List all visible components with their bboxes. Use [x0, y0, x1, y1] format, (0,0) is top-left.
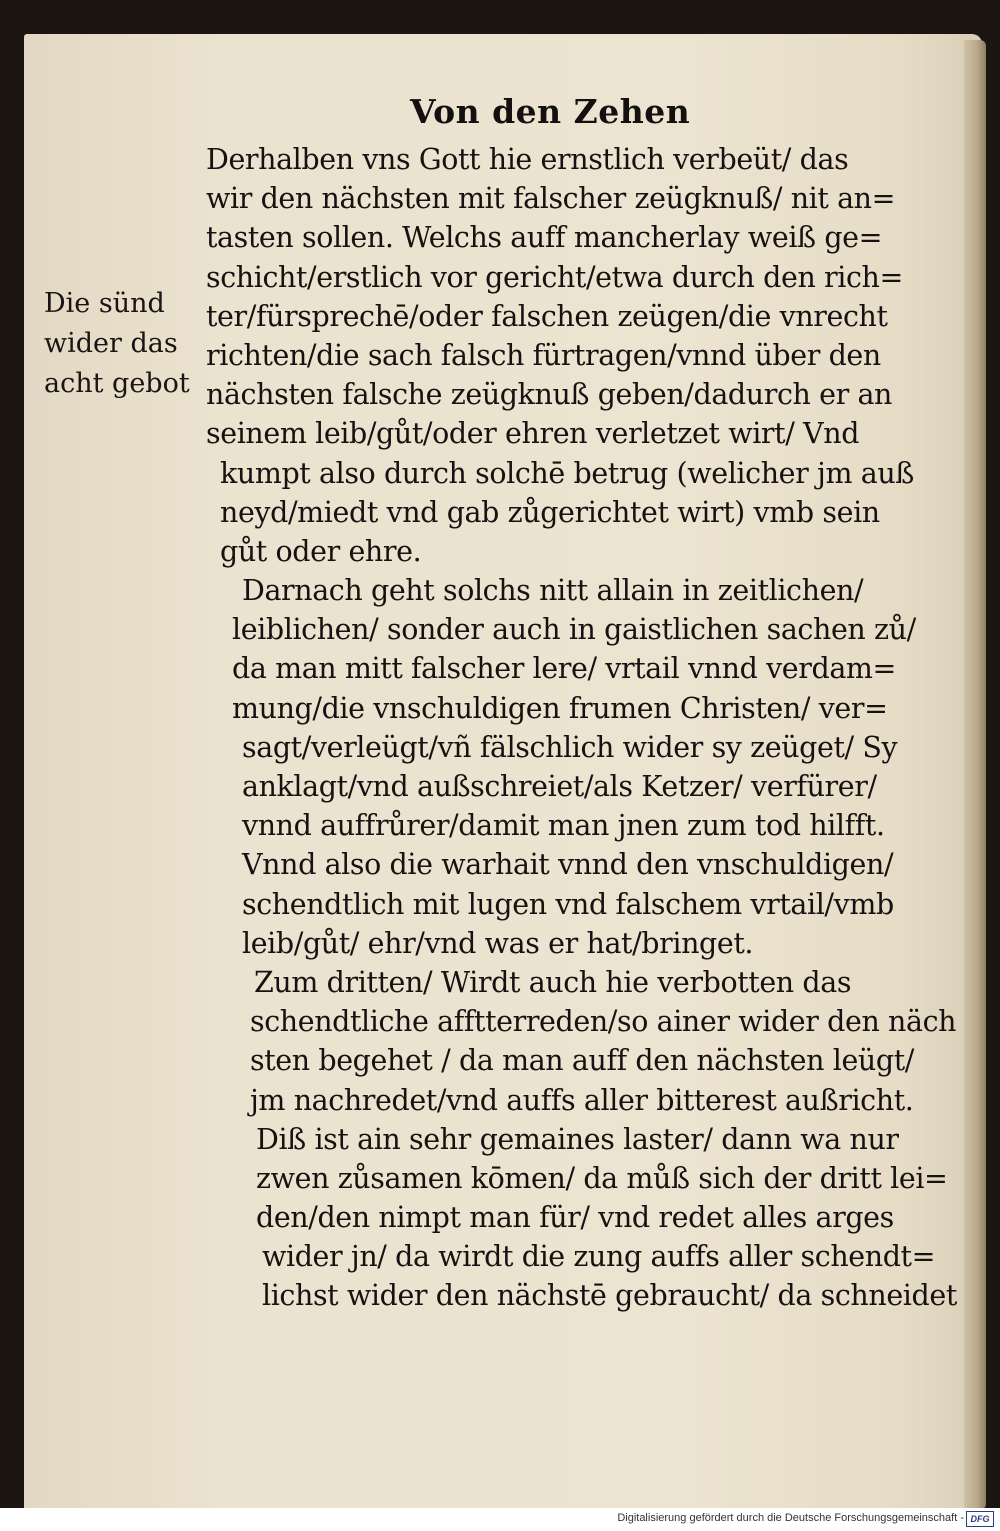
- text-line: gůt oder ehre.: [220, 534, 422, 568]
- text-line: leib/gůt/ ehr/vnd was er hat/bringet.: [242, 926, 754, 960]
- text-line: vnnd auffrůrer/damit man jnen zum tod hilfft.: [242, 809, 885, 843]
- text-line: Diß ist ain sehr gemaines laster/ dann wa nur: [256, 1122, 899, 1156]
- text-line: leiblichen/ sonder auch in gaistlichen sachen zů/: [232, 613, 916, 647]
- text-line: lichst wider den nächstē gebraucht/ da schneidet: [262, 1279, 957, 1313]
- text-line: schendtlich mit lugen vnd falschem vrtail/vmb: [242, 887, 894, 921]
- text-line: nächsten falsche zeügknuß geben/dadurch er an: [206, 378, 893, 412]
- text-line: sagt/verleügt/vñ fälschlich wider sy zeüget/ Sy: [242, 730, 898, 764]
- text-line: den/den nimpt man für/ vnd redet alles arges: [256, 1201, 894, 1235]
- margin-note-line: wider das: [44, 328, 178, 359]
- funding-credit: Digitalisierung gefördert durch die Deutsche Forschungsgemeinschaft -: [617, 1512, 964, 1524]
- margin-note-line: acht gebot: [44, 368, 190, 399]
- text-line: Darnach geht solchs nitt allain in zeitlichen/: [242, 574, 864, 608]
- running-header: Von den Zehen: [410, 92, 691, 131]
- text-line: kumpt also durch solchē betrug (welicher jm auß: [220, 456, 914, 490]
- text-line: jm nachredet/vnd auffs aller bitterest außricht.: [250, 1083, 914, 1117]
- text-line: wir den nächsten mit falscher zeügknuß/ nit an=: [206, 182, 896, 216]
- text-line: tasten sollen. Welchs auff mancherlay weiß ge=: [206, 221, 883, 255]
- text-line: seinem leib/gůt/oder ehren verletzet wirt/ Vnd: [206, 417, 860, 451]
- text-line: zwen zůsamen kōmen/ da můß sich der dritt lei=: [256, 1161, 948, 1195]
- text-line: Zum dritten/ Wirdt auch hie verbotten das: [254, 965, 852, 999]
- text-line: sten begehet / da man auff den nächsten leügt/: [250, 1044, 914, 1078]
- body-text: [206, 140, 957, 1316]
- text-line: wider jn/ da wirdt die zung auffs aller schendt=: [262, 1240, 936, 1274]
- text-line: neyd/miedt vnd gab zůgerichtet wirt) vmb sein: [220, 495, 880, 529]
- text-line: ter/fürsprechē/oder falschen zeügen/die vnrecht: [206, 299, 888, 333]
- text-line: Derhalben vns Gott hie ernstlich verbeüt/ das: [206, 143, 849, 176]
- margin-note: [44, 284, 210, 404]
- text-line: anklagt/vnd außschreiet/als Ketzer/ verfürer/: [242, 770, 877, 803]
- text-line: mung/die vnschuldigen frumen Christen/ ver=: [232, 691, 888, 725]
- text-line: schicht/erstlich vor gericht/etwa durch den rich=: [206, 260, 903, 294]
- dfg-logo-icon: DFG: [966, 1511, 994, 1527]
- margin-note-line: Die sünd: [44, 288, 165, 319]
- text-line: schendtliche afftterreden/so ainer wider den näch: [250, 1005, 957, 1039]
- text-line: richten/die sach falsch fürtragen/vnnd über den: [206, 338, 881, 372]
- page-edge: [964, 40, 986, 1510]
- text-line: da man mitt falscher lere/ vrtail vnnd verdam=: [232, 652, 897, 686]
- text-line: Vnnd also die warhait vnnd den vnschuldigen/: [242, 848, 894, 882]
